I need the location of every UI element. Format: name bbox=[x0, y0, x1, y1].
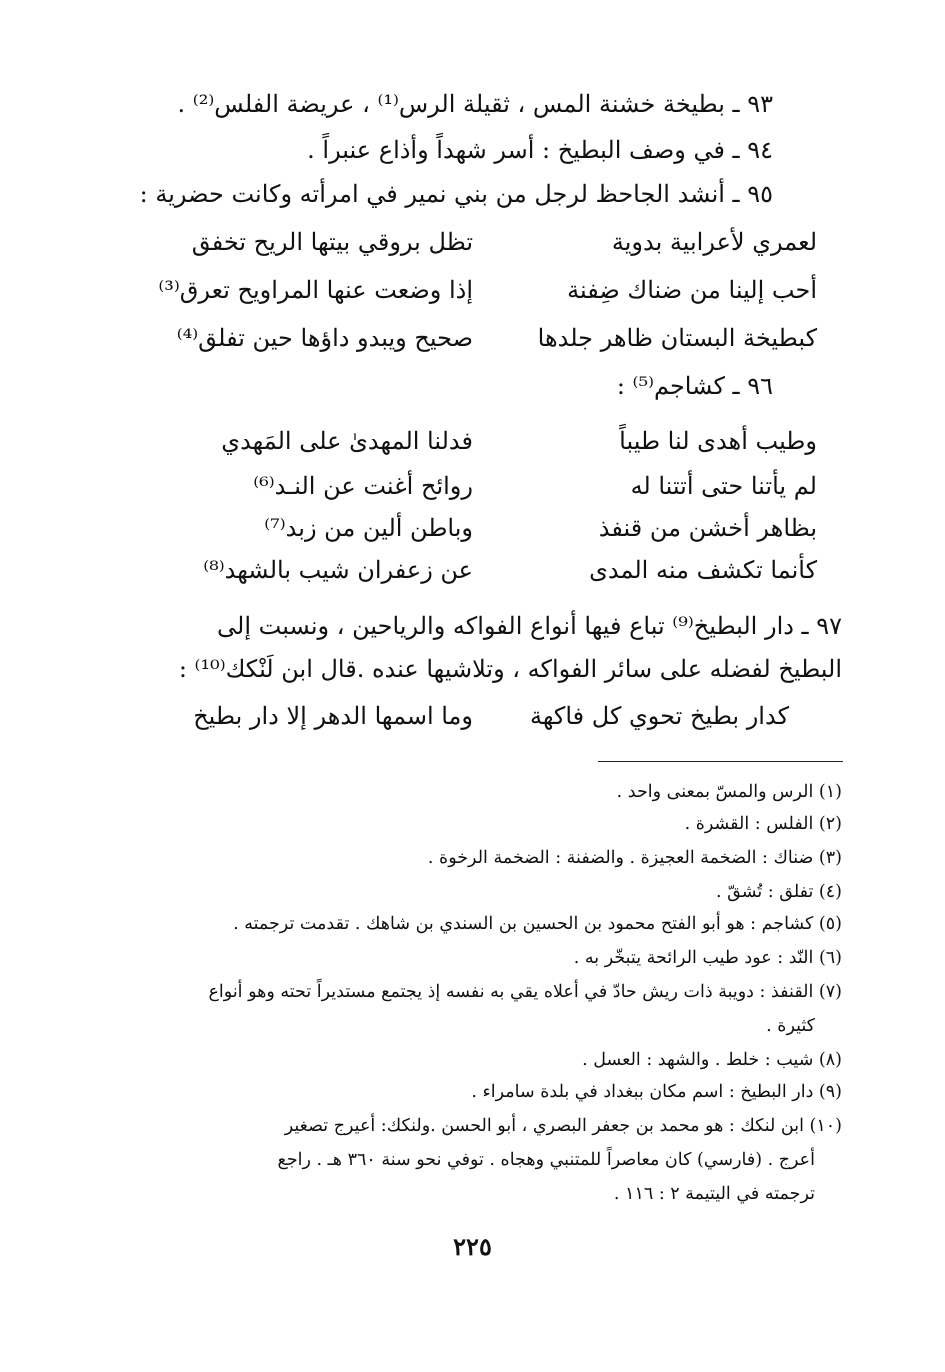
poem2-line4-right: كأنما تكشف منه المدى bbox=[589, 556, 817, 584]
footnote-7-cont: كثيرة . bbox=[766, 1016, 815, 1036]
poem1-line1-right: لعمري لأعرابية بدوية bbox=[611, 228, 817, 256]
entry-96: ٩٦ ـ كشاجم⁽⁵⁾ : bbox=[616, 372, 773, 400]
entry-93: ٩٣ ـ بطيخة خشنة المس ، ثقيلة الرس⁽¹⁾ ، عريضة الفلس⁽²⁾ . bbox=[177, 90, 773, 118]
page-number: ٢٢٥ bbox=[453, 1232, 492, 1261]
poem3-line1-left: وما اسمها الدهر إلا دار بطيخ bbox=[193, 702, 473, 730]
poem2-line3-right: بظاهر أخشن من قنفذ bbox=[598, 514, 817, 542]
footnote-1: (١) الرس والمسّ بمعنى واحد . bbox=[616, 782, 842, 802]
footnote-6: (٦) النّد : عود طيب الرائحة يتبخّر به . bbox=[573, 948, 842, 968]
poem1-line2-left: إذا وضعت عنها المراويح تعرق⁽³⁾ bbox=[158, 276, 473, 304]
footnote-10-cont2: ترجمته في اليتيمة ٢ : ١١٦ . bbox=[613, 1184, 815, 1204]
poem2-line1-left: فدلنا المهدىٰ على المَهدي bbox=[221, 427, 473, 455]
entry-95: ٩٥ ـ أنشد الجاحظ لرجل من بني نمير في امرأته وكانت حضرية : bbox=[139, 180, 773, 208]
footnote-3: (٣) ضناك : الضخمة العجيزة . والضفنة : الضخمة الرخوة . bbox=[427, 848, 842, 868]
poem2-line2-right: لم يأتنا حتى أتتنا له bbox=[630, 472, 817, 500]
footnote-2: (٢) الفلس : القشرة . bbox=[684, 814, 842, 834]
entry-97-line2: البطيخ لفضله على سائر الفواكه ، وتلاشيها عنده .قال ابن لَنْكك⁽¹⁰⁾ : bbox=[178, 655, 842, 683]
entry-97-line1: ٩٧ ـ دار البطيخ⁽⁹⁾ تباع فيها أنواع الفواكه والرياحين ، ونسبت إلى bbox=[217, 612, 842, 640]
poem1-line2-right: أحب إلينا من ضناك ضِفنة bbox=[567, 276, 817, 304]
footnote-separator bbox=[598, 761, 843, 762]
entry-94: ٩٤ ـ في وصف البطيخ : أسر شهداً وأذاع عنبراً . bbox=[307, 136, 773, 164]
footnote-5: (٥) كشاجم : هو أبو الفتح محمود بن الحسين بن السندي بن شاهك . تقدمت ترجمته . bbox=[233, 914, 842, 934]
footnote-10: (١٠) ابن لنكك : هو محمد بن جعفر البصري ، أبو الحسن .ولنكك: أعيرج تصغير bbox=[284, 1116, 842, 1136]
footnote-9: (٩) دار البطيخ : اسم مكان ببغداد في بلدة سامراء . bbox=[471, 1082, 842, 1102]
poem2-line3-left: وباطن ألين من زبد⁽⁷⁾ bbox=[264, 514, 473, 542]
poem3-line1-right: كدار بطيخ تحوي كل فاكهة bbox=[530, 702, 789, 730]
poem1-line3-left: صحيح ويبدو داؤها حين تفلق⁽⁴⁾ bbox=[176, 324, 473, 352]
footnote-7: (٧) القنفذ : دويبة ذات ريش حادّ في أعلاه يقي به نفسه إذ يجتمع مستديراً تحته وهو أنواع bbox=[208, 982, 842, 1002]
poem2-line4-left: عن زعفران شيب بالشهد⁽⁸⁾ bbox=[203, 556, 473, 584]
footnote-10-cont1: أعرج . (فارسي) كان معاصراً للمتنبي وهجاه . توفي نحو سنة ٣٦٠ هـ . راجع bbox=[277, 1150, 815, 1170]
poem1-line3-right: كبطيخة البستان ظاهر جلدها bbox=[537, 324, 817, 352]
poem1-line1-left: تظل بروقي بيتها الريح تخفق bbox=[191, 228, 473, 256]
poem2-line1-right: وطيب أهدى لنا طيباً bbox=[619, 427, 817, 455]
footnote-4: (٤) تفلق : تُشقّ . bbox=[716, 882, 842, 902]
footnote-8: (٨) شيب : خلط . والشهد : العسل . bbox=[582, 1050, 842, 1070]
poem2-line2-left: روائح أغنت عن النـد⁽⁶⁾ bbox=[253, 472, 473, 500]
